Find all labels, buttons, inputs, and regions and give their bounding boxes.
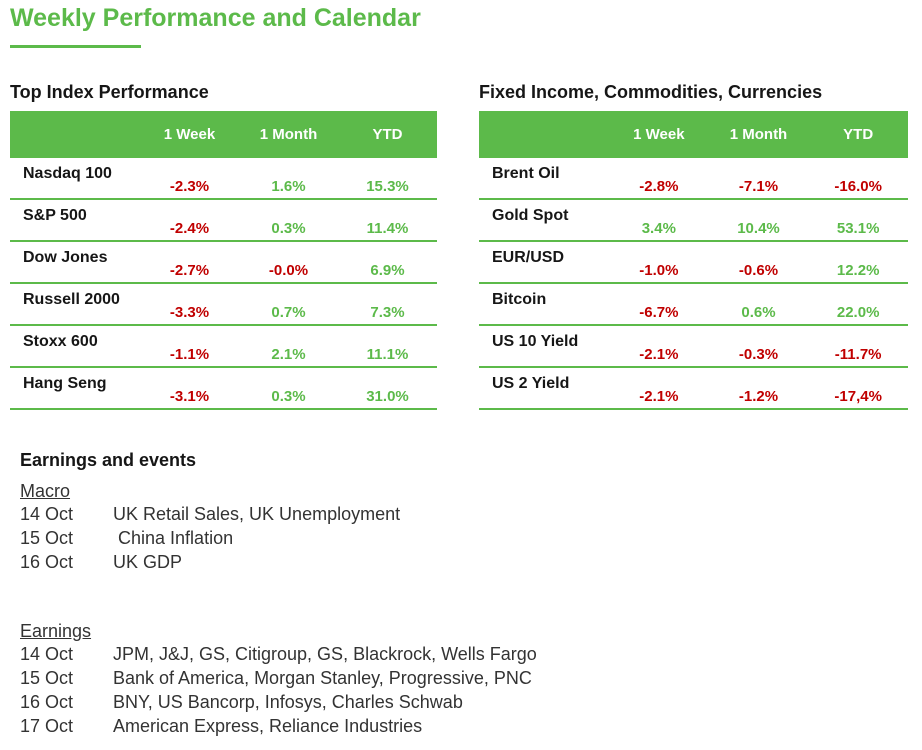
- table-row: [479, 158, 908, 200]
- column-header-ytd: YTD: [372, 126, 403, 143]
- value-cell: 6.9%: [370, 262, 405, 279]
- table-row: [10, 326, 437, 368]
- event-text: China Inflation: [113, 528, 234, 548]
- value-cell: 0.6%: [741, 304, 776, 321]
- value-cell: -2.1%: [639, 388, 679, 405]
- event-text: BNY, US Bancorp, Infosys, Charles Schwab: [113, 692, 463, 712]
- title-underline: [10, 45, 141, 48]
- table-row: [479, 242, 908, 284]
- value-cell: 0.7%: [271, 304, 306, 321]
- event-row: [20, 714, 537, 738]
- earnings-heading: Earnings: [20, 621, 92, 641]
- value-cell: -0.0%: [268, 262, 309, 279]
- value-cell: 53.1%: [836, 220, 880, 237]
- row-label: S&P 500: [23, 207, 87, 224]
- value-cell: -3.3%: [169, 304, 210, 321]
- earnings-and-events-section: [20, 450, 537, 738]
- value-cell: -2.3%: [169, 178, 210, 195]
- value-cell: 11.4%: [366, 220, 409, 237]
- table-row: [479, 326, 908, 368]
- row-label: EUR/USD: [492, 249, 565, 266]
- value-cell: -1.1%: [169, 346, 210, 363]
- row-label: Stoxx 600: [23, 333, 98, 350]
- column-header-1month: 1 Month: [259, 126, 318, 143]
- value-cell: 11.1%: [366, 346, 409, 363]
- value-cell: 15.3%: [366, 178, 409, 195]
- top-index-performance-table: [10, 82, 437, 410]
- value-cell: -3.1%: [169, 388, 210, 405]
- event-date: 16 Oct: [20, 552, 74, 572]
- value-cell: -17,4%: [834, 388, 882, 405]
- value-cell: 7.3%: [370, 304, 405, 321]
- value-cell: 2.1%: [271, 346, 306, 363]
- table-header-row: [479, 111, 908, 158]
- row-label: US 2 Yield: [492, 375, 570, 392]
- value-cell: -2.1%: [639, 346, 679, 363]
- column-header-ytd: YTD: [843, 126, 874, 143]
- value-cell: 0.3%: [271, 220, 306, 237]
- value-cell: -7.1%: [738, 178, 779, 195]
- table-row: [10, 242, 437, 284]
- value-cell: 10.4%: [737, 220, 780, 237]
- event-row: [20, 690, 537, 714]
- row-label: Russell 2000: [23, 291, 120, 308]
- value-cell: 0.3%: [271, 388, 306, 405]
- value-cell: 31.0%: [366, 388, 409, 405]
- event-text: Bank of America, Morgan Stanley, Progressive, PNC: [113, 668, 532, 688]
- row-label: Gold Spot: [492, 207, 569, 224]
- row-label: Brent Oil: [492, 165, 560, 182]
- table-title: Fixed Income, Commodities, Currencies: [479, 82, 823, 102]
- row-label: Hang Seng: [23, 375, 107, 392]
- event-date: 14 Oct: [20, 644, 74, 664]
- macro-heading: Macro: [20, 481, 71, 501]
- value-cell: -2.7%: [169, 262, 210, 279]
- value-cell: 3.4%: [641, 220, 676, 237]
- table-row: [10, 158, 437, 200]
- column-header-1week: 1 Week: [633, 126, 685, 143]
- value-cell: -1.0%: [639, 262, 679, 279]
- table-row: [479, 200, 908, 242]
- row-label: Dow Jones: [23, 249, 108, 266]
- value-cell: -1.2%: [738, 388, 779, 405]
- event-row: [20, 526, 537, 550]
- table-row: [479, 368, 908, 410]
- table-header-row: [10, 111, 437, 158]
- event-date: 15 Oct: [20, 668, 74, 688]
- column-header-1month: 1 Month: [729, 126, 788, 143]
- event-date: 14 Oct: [20, 504, 74, 524]
- value-cell: 12.2%: [836, 262, 880, 279]
- event-date: 15 Oct: [20, 528, 74, 548]
- event-date: 17 Oct: [20, 716, 74, 736]
- value-cell: 22.0%: [836, 304, 880, 321]
- table-row: [10, 284, 437, 326]
- event-row: [20, 550, 537, 574]
- event-row: [20, 642, 537, 666]
- value-cell: -2.4%: [169, 220, 210, 237]
- page-title: Weekly Performance and Calendar: [10, 4, 421, 32]
- table-row: [10, 200, 437, 242]
- event-text: UK Retail Sales, UK Unemployment: [113, 504, 401, 524]
- value-cell: -11.7%: [834, 346, 882, 363]
- value-cell: -6.7%: [639, 304, 679, 321]
- value-cell: -16.0%: [834, 178, 882, 195]
- event-text: American Express, Reliance Industries: [113, 716, 423, 736]
- fixed-income-commodities-currencies-table: [479, 82, 908, 410]
- value-cell: -0.6%: [738, 262, 779, 279]
- row-label: US 10 Yield: [492, 333, 579, 350]
- table-row: [479, 284, 908, 326]
- event-text: UK GDP: [113, 552, 183, 572]
- table-title: Top Index Performance: [10, 82, 209, 102]
- row-label: Nasdaq 100: [23, 165, 112, 182]
- value-cell: -2.8%: [639, 178, 679, 195]
- row-label: Bitcoin: [492, 291, 547, 308]
- event-row: [20, 502, 537, 526]
- event-row: [20, 666, 537, 690]
- column-header-1week: 1 Week: [163, 126, 216, 143]
- value-cell: -0.3%: [738, 346, 779, 363]
- value-cell: 1.6%: [271, 178, 306, 195]
- events-title: Earnings and events: [20, 450, 197, 470]
- event-date: 16 Oct: [20, 692, 74, 712]
- table-row: [10, 368, 437, 410]
- event-text: JPM, J&J, GS, Citigroup, GS, Blackrock, Wells Fargo: [113, 644, 537, 664]
